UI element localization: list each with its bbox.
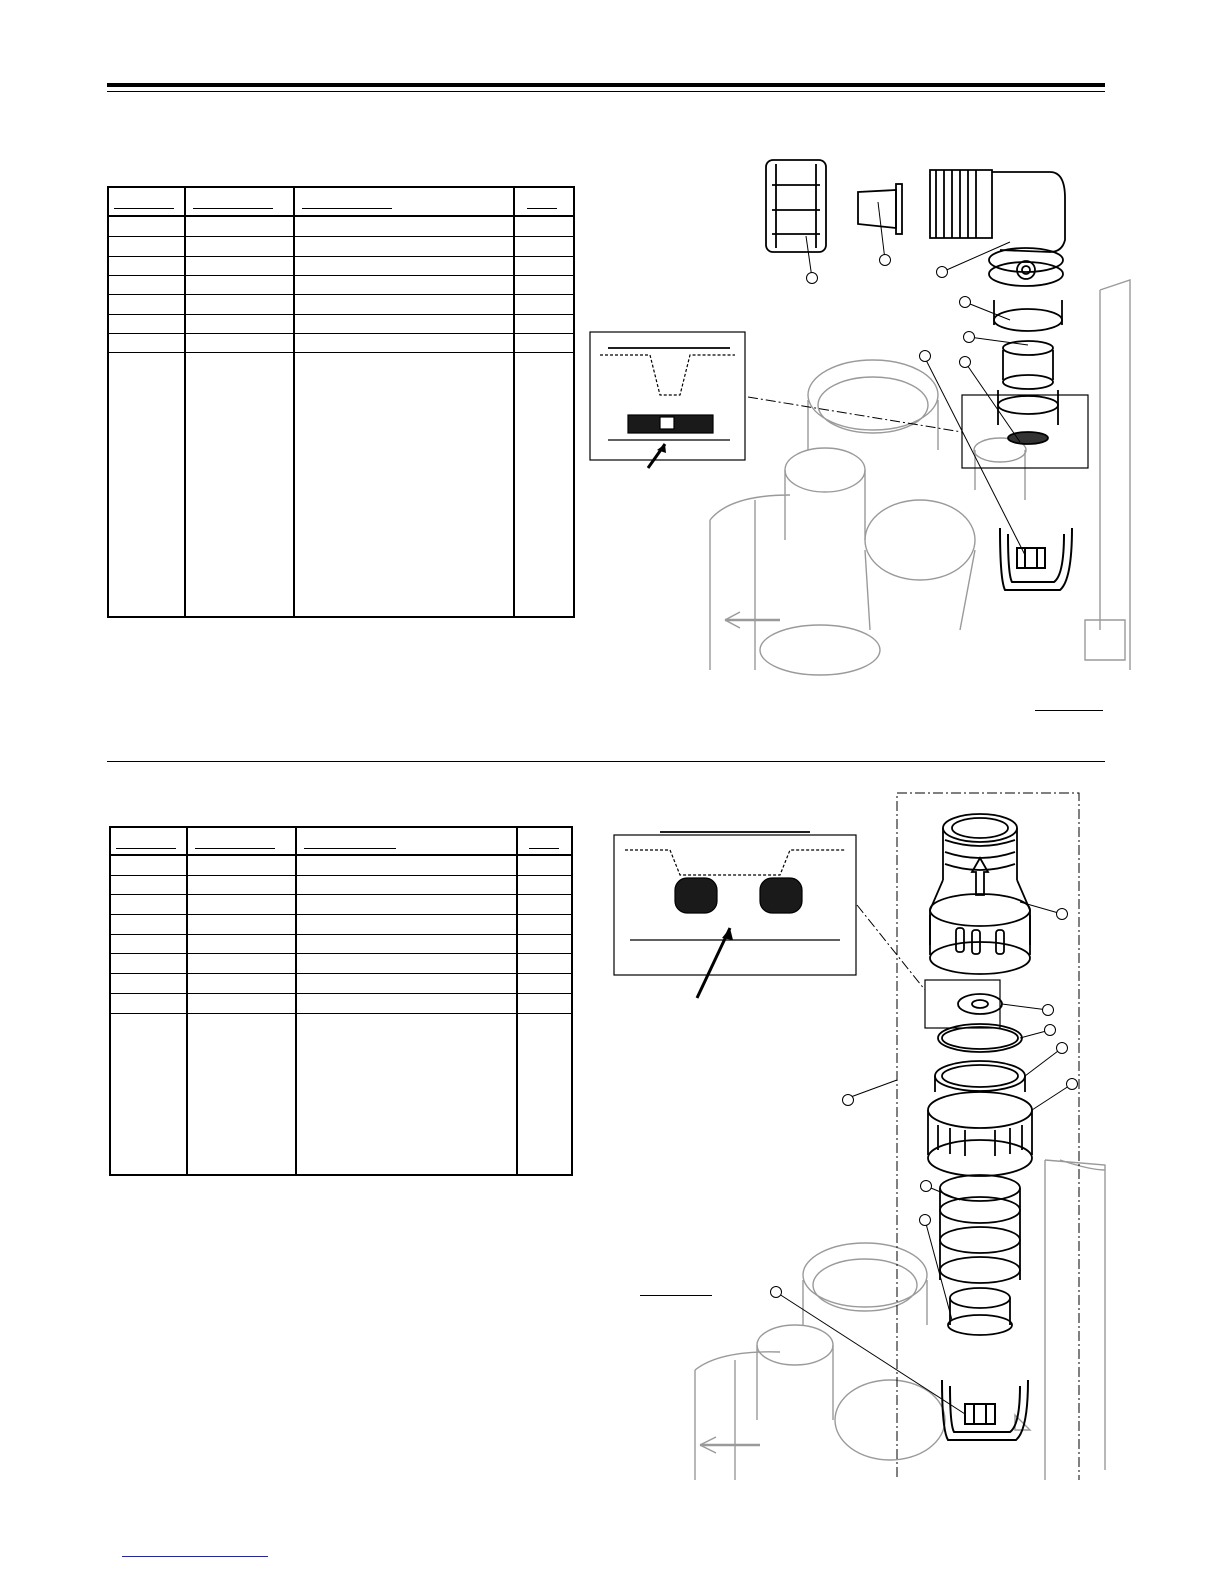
parts-table-1 <box>107 186 575 618</box>
footer-link-underline[interactable] <box>122 1556 268 1557</box>
exploded-view-figure-2 <box>600 780 1110 1480</box>
figure-2-caption-line <box>640 1295 712 1296</box>
parts-table-2 <box>109 826 573 1176</box>
section-divider <box>107 761 1105 762</box>
exploded-view-figure-1 <box>580 150 1140 680</box>
header-rule-thick <box>107 83 1105 87</box>
figure-1-caption-line <box>1035 710 1103 711</box>
header-rule-thin <box>107 91 1105 92</box>
